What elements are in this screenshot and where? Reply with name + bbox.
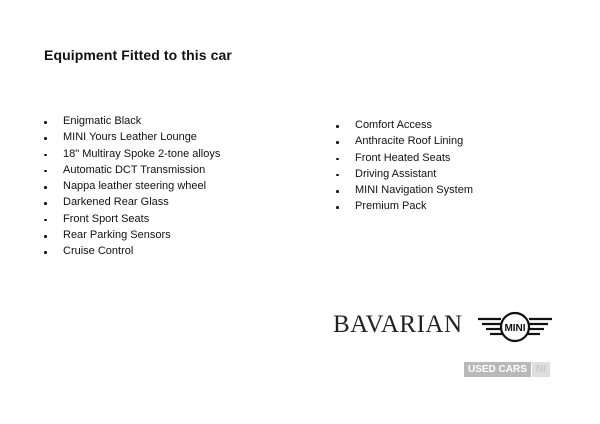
used-cars-label: USED CARS	[464, 362, 531, 377]
equipment-item: Front Sport Seats	[44, 211, 220, 227]
page-title: Equipment Fitted to this car	[44, 47, 232, 63]
equipment-item: Cruise Control	[44, 243, 220, 259]
mini-logo-text: MINI	[504, 323, 526, 334]
equipment-item: Anthracite Roof Lining	[336, 133, 473, 149]
equipment-item: Premium Pack	[336, 198, 473, 214]
equipment-item: Nappa leather steering wheel	[44, 178, 220, 194]
mini-logo-icon	[476, 310, 554, 346]
equipment-item: Automatic DCT Transmission	[44, 162, 220, 178]
equipment-list-left	[44, 113, 220, 260]
equipment-item: MINI Yours Leather Lounge	[44, 129, 220, 145]
equipment-item: MINI Navigation System	[336, 182, 473, 198]
equipment-item: Comfort Access	[336, 117, 473, 133]
equipment-item: Front Heated Seats	[336, 150, 473, 166]
equipment-item: 18" Multiray Spoke 2-tone alloys	[44, 146, 220, 162]
equipment-list-right	[336, 117, 473, 215]
equipment-item: Driving Assistant	[336, 166, 473, 182]
dealer-logo: BAVARIAN	[333, 311, 463, 338]
equipment-item: Enigmatic Black	[44, 113, 220, 129]
used-cars-badge	[464, 362, 550, 377]
equipment-item: Darkened Rear Glass	[44, 194, 220, 210]
region-label: NI	[532, 362, 550, 377]
equipment-item: Rear Parking Sensors	[44, 227, 220, 243]
